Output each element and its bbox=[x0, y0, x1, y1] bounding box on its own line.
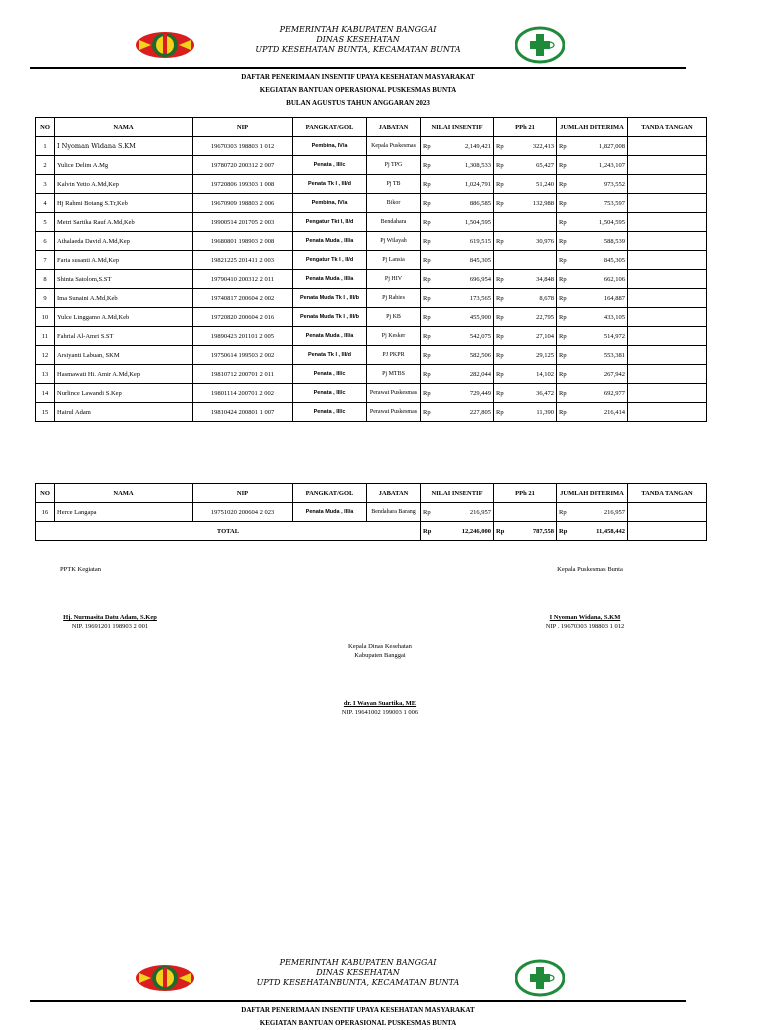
cell-nilai: 1,024,791 bbox=[439, 175, 494, 194]
cell-pangkat: Pembina, IV/a bbox=[293, 137, 367, 156]
cell-nip: 19680801 198903 2 008 bbox=[193, 232, 293, 251]
cell-nip: 19750614 199503 2 002 bbox=[193, 346, 293, 365]
cell-jabatan: Perawat Puskesmas bbox=[367, 403, 421, 422]
cell-pangkat: Penata , III/c bbox=[293, 403, 367, 422]
incentive-table bbox=[35, 117, 707, 422]
cell-nip: 19720806 199303 1 008 bbox=[193, 175, 293, 194]
cell-jumlah: 216,957 bbox=[575, 503, 628, 522]
cell-ttd bbox=[628, 232, 707, 251]
cell-rp: Rp bbox=[494, 384, 512, 403]
cell-rp: Rp bbox=[421, 270, 439, 289]
cell-pangkat: Penata Muda , III/a bbox=[293, 503, 367, 522]
cell-nama: Faria susanti A.Md,Kep bbox=[55, 251, 193, 270]
cell-rp: Rp bbox=[494, 232, 512, 251]
header-line-3: UPTD KESEHATANBUNTA, KECAMATAN BUNTA bbox=[256, 978, 460, 987]
col-nama: NAMA bbox=[55, 118, 193, 137]
cell-jabatan: Bendahara bbox=[367, 213, 421, 232]
cell-pph: 22,795 bbox=[512, 308, 557, 327]
cell-nama: Herce Langapa bbox=[55, 503, 193, 522]
cell-jumlah: 662,106 bbox=[575, 270, 628, 289]
cell-rp: Rp bbox=[557, 156, 575, 175]
cell-ttd bbox=[628, 251, 707, 270]
table-row bbox=[36, 251, 707, 270]
cell-rp: Rp bbox=[421, 503, 439, 522]
cell-pph: 34,848 bbox=[512, 270, 557, 289]
cell-rp: Rp bbox=[421, 522, 439, 541]
cell-nilai: 886,585 bbox=[439, 194, 494, 213]
table-row bbox=[36, 156, 707, 175]
col-jabatan: JABATAN bbox=[367, 118, 421, 137]
cell-ttd bbox=[628, 213, 707, 232]
cell-rp: Rp bbox=[557, 289, 575, 308]
cell-rp: Rp bbox=[494, 365, 512, 384]
cell-no: 10 bbox=[36, 308, 55, 327]
cell-rp: Rp bbox=[494, 327, 512, 346]
title-line-1: DAFTAR PENERIMAAN INSENTIF UPAYA KESEHATAN MASYARAKAT bbox=[241, 73, 475, 81]
cell-pangkat: Penata Tk I , III/d bbox=[293, 346, 367, 365]
table-row bbox=[36, 137, 707, 156]
col-nama: NAMA bbox=[55, 484, 193, 503]
cell-jabatan: Pj Kesker bbox=[367, 327, 421, 346]
cell-pangkat: Penata , III/c bbox=[293, 365, 367, 384]
header-line-2: DINAS KESEHATAN bbox=[316, 35, 400, 44]
table-header-row bbox=[36, 484, 707, 503]
cell-nip: 19751020 200604 2 023 bbox=[193, 503, 293, 522]
cell-ttd bbox=[628, 270, 707, 289]
cell-rp: Rp bbox=[557, 384, 575, 403]
cell-nilai: 455,900 bbox=[439, 308, 494, 327]
cell-rp: Rp bbox=[557, 175, 575, 194]
cell-nama: Yulice Delim A.Mg bbox=[55, 156, 193, 175]
cell-jabatan: Pj Wilayah bbox=[367, 232, 421, 251]
letterhead-text bbox=[30, 958, 686, 988]
total-nilai: 12,246,000 bbox=[439, 522, 494, 541]
cell-nama: Yulce Linggamo A.Md,Keb bbox=[55, 308, 193, 327]
cell-pangkat: Pengatur Tkt I, II/d bbox=[293, 213, 367, 232]
table-row bbox=[36, 346, 707, 365]
col-pangkat: PANGKAT/GOL bbox=[293, 118, 367, 137]
cell-jabatan: Pj HIV bbox=[367, 270, 421, 289]
cell-rp bbox=[494, 213, 512, 232]
col-jumlah: JUMLAH DITERIMA bbox=[557, 484, 628, 503]
cell-rp: Rp bbox=[494, 156, 512, 175]
cell-pangkat: Penata , III/c bbox=[293, 384, 367, 403]
cell-rp: Rp bbox=[421, 327, 439, 346]
cell-no: 13 bbox=[36, 365, 55, 384]
cell-rp: Rp bbox=[557, 327, 575, 346]
cell-rp: Rp bbox=[421, 289, 439, 308]
cell-rp: Rp bbox=[421, 346, 439, 365]
cell-rp: Rp bbox=[421, 137, 439, 156]
cell-ttd bbox=[628, 522, 707, 541]
table-row bbox=[36, 289, 707, 308]
cell-rp: Rp bbox=[494, 346, 512, 365]
cell-nilai: 696,954 bbox=[439, 270, 494, 289]
cell-pph: 11,390 bbox=[512, 403, 557, 422]
pptk-name: Hj. Nurmasita Datu Adam, S.Kep bbox=[63, 614, 157, 621]
cell-jabatan: Perawat Puskesmas bbox=[367, 384, 421, 403]
cell-rp: Rp bbox=[557, 251, 575, 270]
title-line-2: KEGIATAN BANTUAN OPERASIONAL PUSKESMAS BUNTA bbox=[259, 86, 457, 94]
kadis-role-2: Kabupaten Banggai bbox=[354, 652, 406, 659]
letterhead-page-2 bbox=[30, 955, 686, 1005]
cell-rp: Rp bbox=[421, 232, 439, 251]
header-line-2: DINAS KESEHATAN bbox=[316, 968, 400, 977]
cell-nama: Hasmawati Hi. Amir A.Md,Kep bbox=[55, 365, 193, 384]
pptk-signature-block bbox=[30, 613, 190, 631]
kapus-signature-role: Kepala Puskesmas Bunta bbox=[557, 566, 623, 573]
cell-jumlah: 216,414 bbox=[575, 403, 628, 422]
cell-no: 5 bbox=[36, 213, 55, 232]
cell-pangkat: Penata Muda , III/a bbox=[293, 270, 367, 289]
cell-rp: Rp bbox=[557, 194, 575, 213]
cell-rp: Rp bbox=[557, 365, 575, 384]
cell-nama: Ima Sunaini A.Md,Keb bbox=[55, 289, 193, 308]
kapus-nip: NIP . 19670303 198803 1 012 bbox=[545, 623, 625, 630]
cell-ttd bbox=[628, 384, 707, 403]
cell-no: 16 bbox=[36, 503, 55, 522]
cell-rp: Rp bbox=[494, 175, 512, 194]
cell-ttd bbox=[628, 327, 707, 346]
cell-pph: 132,988 bbox=[512, 194, 557, 213]
cell-nip: 19720820 200604 2 016 bbox=[193, 308, 293, 327]
cell-rp: Rp bbox=[557, 308, 575, 327]
cell-ttd bbox=[628, 503, 707, 522]
cell-rp: Rp bbox=[494, 522, 512, 541]
cell-pph: 36,472 bbox=[512, 384, 557, 403]
cell-rp: Rp bbox=[421, 156, 439, 175]
col-jabatan: JABATAN bbox=[367, 484, 421, 503]
kadis-signature-block bbox=[300, 699, 460, 717]
table-row bbox=[36, 384, 707, 403]
cell-nilai: 619,515 bbox=[439, 232, 494, 251]
cell-pangkat: Penata Tk I , III/d bbox=[293, 175, 367, 194]
cell-no: 2 bbox=[36, 156, 55, 175]
cell-jabatan: Pj KB bbox=[367, 308, 421, 327]
cell-jabatan: Pj MTBS bbox=[367, 365, 421, 384]
cell-jumlah: 1,827,008 bbox=[575, 137, 628, 156]
cell-no: 11 bbox=[36, 327, 55, 346]
cell-pph: 322,413 bbox=[512, 137, 557, 156]
cell-jumlah: 588,539 bbox=[575, 232, 628, 251]
cell-rp: Rp bbox=[494, 137, 512, 156]
cell-rp: Rp bbox=[557, 522, 575, 541]
cell-jumlah: 164,887 bbox=[575, 289, 628, 308]
col-ttd: TANDA TANGAN bbox=[628, 484, 707, 503]
cell-pph bbox=[512, 251, 557, 270]
cell-ttd bbox=[628, 308, 707, 327]
col-pph: PPh 21 bbox=[494, 484, 557, 503]
header-rule bbox=[30, 67, 686, 69]
puskesmas-logo-icon bbox=[515, 26, 565, 64]
cell-pangkat: Penata , III/c bbox=[293, 156, 367, 175]
cell-rp bbox=[494, 251, 512, 270]
cell-rp: Rp bbox=[557, 346, 575, 365]
col-ttd: TANDA TANGAN bbox=[628, 118, 707, 137]
cell-no: 7 bbox=[36, 251, 55, 270]
kadis-name: dr. I Wayan Suartika, ME bbox=[343, 700, 417, 707]
cell-rp: Rp bbox=[421, 384, 439, 403]
cell-pph: 30,976 bbox=[512, 232, 557, 251]
cell-rp: Rp bbox=[557, 270, 575, 289]
cell-ttd bbox=[628, 156, 707, 175]
kadis-nip: NIP. 19641002 199003 1 006 bbox=[341, 709, 419, 716]
title-line-2: KEGIATAN BANTUAN OPERASIONAL PUSKESMAS BUNTA bbox=[259, 1019, 457, 1027]
cell-rp: Rp bbox=[557, 403, 575, 422]
cell-rp bbox=[494, 503, 512, 522]
table-header-row bbox=[36, 118, 707, 137]
cell-nama: Athalaeda David A.Md,Kep bbox=[55, 232, 193, 251]
cell-nip: 19780720 200312 2 007 bbox=[193, 156, 293, 175]
col-nip: NIP bbox=[193, 484, 293, 503]
cell-no: 4 bbox=[36, 194, 55, 213]
table-row bbox=[36, 403, 707, 422]
kadis-role-block bbox=[310, 642, 450, 660]
cell-nama: Arsiyanti Labuan, SKM bbox=[55, 346, 193, 365]
col-nilai: NILAI INSENTIF bbox=[421, 484, 494, 503]
cell-pangkat: Penata Muda Tk I , III/b bbox=[293, 289, 367, 308]
cell-jumlah: 753,597 bbox=[575, 194, 628, 213]
cell-nilai: 2,149,421 bbox=[439, 137, 494, 156]
cell-rp: Rp bbox=[421, 251, 439, 270]
cell-nama: I Nyoman Widana S.KM bbox=[55, 137, 193, 156]
cell-ttd bbox=[628, 365, 707, 384]
cell-nilai: 282,044 bbox=[439, 365, 494, 384]
cell-nama: Fahrial Al-Amri S.ST bbox=[55, 327, 193, 346]
cell-ttd bbox=[628, 403, 707, 422]
cell-nip: 19900514 201705 2 003 bbox=[193, 213, 293, 232]
cell-pph: 8,678 bbox=[512, 289, 557, 308]
cell-jumlah: 845,305 bbox=[575, 251, 628, 270]
header-rule bbox=[30, 1000, 686, 1002]
cell-rp: Rp bbox=[494, 308, 512, 327]
pptk-signature-role: PPTK Kegiatan bbox=[60, 566, 101, 573]
cell-nama: Hairul Adam bbox=[55, 403, 193, 422]
cell-jumlah: 973,552 bbox=[575, 175, 628, 194]
cell-rp: Rp bbox=[494, 289, 512, 308]
total-row bbox=[36, 522, 707, 541]
cell-nilai: 729,449 bbox=[439, 384, 494, 403]
cell-nip: 19821225 201411 2 003 bbox=[193, 251, 293, 270]
cell-no: 8 bbox=[36, 270, 55, 289]
col-no: NO bbox=[36, 484, 55, 503]
kapus-signature-block bbox=[510, 613, 660, 631]
cell-nama: Nurlince Lawandi S.Kep bbox=[55, 384, 193, 403]
cell-nilai: 216,957 bbox=[439, 503, 494, 522]
cell-pangkat: Penata Muda , III/a bbox=[293, 232, 367, 251]
header-line-1: PEMERINTAH KABUPATEN BANGGAI bbox=[279, 958, 437, 967]
cell-jumlah: 514,972 bbox=[575, 327, 628, 346]
cell-no: 3 bbox=[36, 175, 55, 194]
total-label: TOTAL bbox=[36, 522, 421, 541]
cell-jumlah: 267,942 bbox=[575, 365, 628, 384]
header-line-3: UPTD KESEHATAN BUNTA, KECAMATAN BUNTA bbox=[255, 45, 461, 54]
cell-ttd bbox=[628, 194, 707, 213]
total-jumlah: 11,458,442 bbox=[575, 522, 628, 541]
cell-nip: 19801114 200701 2 002 bbox=[193, 384, 293, 403]
pptk-nip: NIP. 19691201 198903 2 001 bbox=[71, 623, 149, 630]
cell-ttd bbox=[628, 289, 707, 308]
cell-ttd bbox=[628, 346, 707, 365]
col-nilai: NILAI INSENTIF bbox=[421, 118, 494, 137]
incentive-table-2 bbox=[35, 483, 707, 541]
cell-nilai: 173,565 bbox=[439, 289, 494, 308]
letterhead bbox=[30, 22, 686, 72]
cell-rp: Rp bbox=[421, 308, 439, 327]
table-row bbox=[36, 232, 707, 251]
cell-rp: Rp bbox=[421, 175, 439, 194]
cell-rp: Rp bbox=[557, 232, 575, 251]
cell-jabatan: Pj TB bbox=[367, 175, 421, 194]
cell-nip: 19740817 200604 2 002 bbox=[193, 289, 293, 308]
cell-nip: 19670909 198803 2 006 bbox=[193, 194, 293, 213]
cell-pangkat: Penata Muda , III/a bbox=[293, 327, 367, 346]
table-row bbox=[36, 213, 707, 232]
cell-rp: Rp bbox=[421, 365, 439, 384]
cell-no: 1 bbox=[36, 137, 55, 156]
cell-rp: Rp bbox=[494, 194, 512, 213]
cell-rp: Rp bbox=[494, 270, 512, 289]
cell-rp: Rp bbox=[421, 194, 439, 213]
cell-pph: 29,125 bbox=[512, 346, 557, 365]
cell-jumlah: 433,105 bbox=[575, 308, 628, 327]
cell-rp: Rp bbox=[557, 213, 575, 232]
kadis-role-1: Kepala Dinas Kesehatan bbox=[348, 643, 412, 650]
col-jumlah: JUMLAH DITERIMA bbox=[557, 118, 628, 137]
cell-jumlah: 1,243,107 bbox=[575, 156, 628, 175]
cell-jabatan: Pj TPG bbox=[367, 156, 421, 175]
cell-nip: 19810712 200701 2 011 bbox=[193, 365, 293, 384]
cell-jumlah: 553,381 bbox=[575, 346, 628, 365]
table-row bbox=[36, 308, 707, 327]
cell-nip: 19890423 201101 2 005 bbox=[193, 327, 293, 346]
title-line-1: DAFTAR PENERIMAAN INSENTIF UPAYA KESEHATAN MASYARAKAT bbox=[241, 1006, 475, 1014]
cell-pangkat: Penata Muda Tk I , III/b bbox=[293, 308, 367, 327]
cell-pangkat: Pengatur Tk I , II/d bbox=[293, 251, 367, 270]
cell-nilai: 1,308,533 bbox=[439, 156, 494, 175]
cell-pph bbox=[512, 503, 557, 522]
cell-pph: 14,102 bbox=[512, 365, 557, 384]
table-row bbox=[36, 365, 707, 384]
col-no: NO bbox=[36, 118, 55, 137]
cell-nip: 19810424 200801 1 007 bbox=[193, 403, 293, 422]
letterhead-text bbox=[30, 25, 686, 55]
col-nip: NIP bbox=[193, 118, 293, 137]
col-pph: PPh 21 bbox=[494, 118, 557, 137]
cell-jabatan: Pj Rabies bbox=[367, 289, 421, 308]
table-row bbox=[36, 327, 707, 346]
cell-no: 15 bbox=[36, 403, 55, 422]
cell-nama: Hj Rahmi Botang S.Tr,Keb bbox=[55, 194, 193, 213]
cell-no: 12 bbox=[36, 346, 55, 365]
cell-nip: 19670303 198803 1 012 bbox=[193, 137, 293, 156]
cell-pangkat: Pembina, IV/a bbox=[293, 194, 367, 213]
table-row bbox=[36, 194, 707, 213]
cell-pph: 27,104 bbox=[512, 327, 557, 346]
cell-ttd bbox=[628, 175, 707, 194]
cell-rp: Rp bbox=[557, 137, 575, 156]
cell-pph: 51,240 bbox=[512, 175, 557, 194]
cell-ttd bbox=[628, 137, 707, 156]
cell-nilai: 542,075 bbox=[439, 327, 494, 346]
cell-no: 14 bbox=[36, 384, 55, 403]
table-row bbox=[36, 270, 707, 289]
cell-rp: Rp bbox=[557, 503, 575, 522]
col-pangkat: PANGKAT/GOL bbox=[293, 484, 367, 503]
kapus-name: I Nyoman Widana, S.KM bbox=[549, 614, 621, 621]
cell-jabatan: Bendahara Barang bbox=[367, 503, 421, 522]
cell-nama: Shinta Satolom,S.ST bbox=[55, 270, 193, 289]
cell-nama: Kalvin Yetto A.Md,Kep bbox=[55, 175, 193, 194]
cell-nama: Metri Sartika Rauf A.Md,Keb bbox=[55, 213, 193, 232]
cell-pph bbox=[512, 213, 557, 232]
document-title bbox=[30, 71, 686, 110]
cell-pph: 65,427 bbox=[512, 156, 557, 175]
cell-jabatan: PJ PKPR bbox=[367, 346, 421, 365]
puskesmas-logo-icon bbox=[515, 959, 565, 997]
cell-nip: 19790410 200312 2 011 bbox=[193, 270, 293, 289]
cell-jumlah: 1,504,595 bbox=[575, 213, 628, 232]
cell-nilai: 845,305 bbox=[439, 251, 494, 270]
table-row bbox=[36, 175, 707, 194]
cell-nilai: 227,805 bbox=[439, 403, 494, 422]
cell-rp: Rp bbox=[421, 403, 439, 422]
total-pph: 787,558 bbox=[512, 522, 557, 541]
header-line-1: PEMERINTAH KABUPATEN BANGGAI bbox=[279, 25, 437, 34]
cell-nilai: 1,504,595 bbox=[439, 213, 494, 232]
cell-rp: Rp bbox=[494, 403, 512, 422]
table-row bbox=[36, 503, 707, 522]
document-title-page-2 bbox=[30, 1004, 686, 1030]
cell-nilai: 582,506 bbox=[439, 346, 494, 365]
cell-rp: Rp bbox=[421, 213, 439, 232]
cell-jumlah: 692,977 bbox=[575, 384, 628, 403]
cell-jabatan: Bikor bbox=[367, 194, 421, 213]
cell-jabatan: Kepala Puskesmas bbox=[367, 137, 421, 156]
cell-no: 6 bbox=[36, 232, 55, 251]
cell-jabatan: Pj Lansia bbox=[367, 251, 421, 270]
title-line-3: BULAN AGUSTUS TAHUN ANGGARAN 2023 bbox=[286, 99, 430, 107]
cell-no: 9 bbox=[36, 289, 55, 308]
